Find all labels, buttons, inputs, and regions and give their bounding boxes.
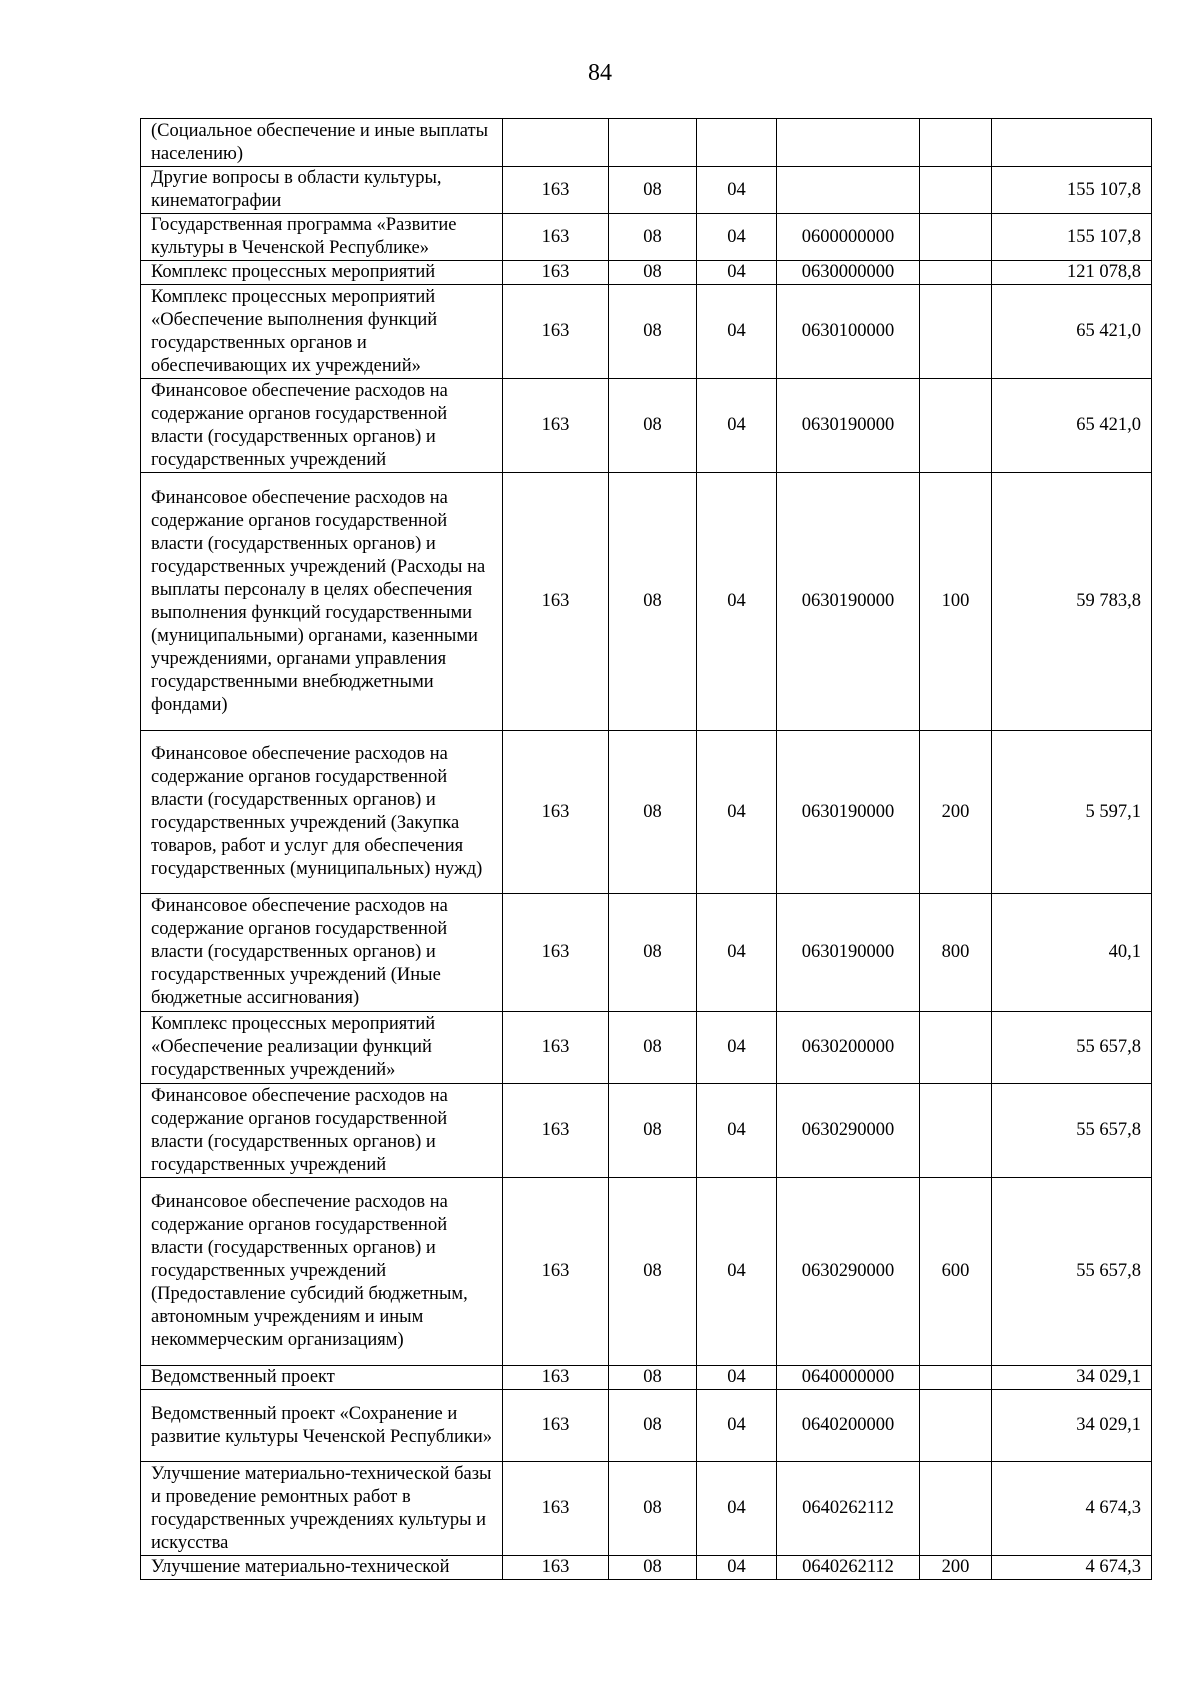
row-amount: 55 657,8 <box>992 1084 1152 1178</box>
row-pr: 04 <box>697 894 777 1012</box>
row-gr: 163 <box>503 1462 609 1556</box>
row-name: Комплекс процессных мероприятий <box>141 261 503 285</box>
row-vr: 100 <box>920 473 992 731</box>
row-amount: 34 029,1 <box>992 1390 1152 1462</box>
row-rz: 08 <box>609 1556 697 1580</box>
row-name: (Социальное обеспечение и иные выплаты населению) <box>141 119 503 167</box>
row-csr: 0630290000 <box>777 1178 920 1366</box>
row-csr: 0640000000 <box>777 1366 920 1390</box>
row-csr: 0600000000 <box>777 214 920 261</box>
row-csr <box>777 119 920 167</box>
row-rz: 08 <box>609 167 697 214</box>
row-gr <box>503 119 609 167</box>
row-gr: 163 <box>503 1012 609 1084</box>
row-vr <box>920 261 992 285</box>
row-pr: 04 <box>697 1012 777 1084</box>
row-csr: 0630290000 <box>777 1084 920 1178</box>
row-name: Финансовое обеспечение расходов на содержание органов государственной власти (государственных органов) и государственных учреждений (Предоставление субсидий бюджетным, автономным учреждениям и иным некоммерческим организациям) <box>141 1178 503 1366</box>
row-pr: 04 <box>697 261 777 285</box>
row-gr: 163 <box>503 261 609 285</box>
row-vr <box>920 379 992 473</box>
row-name: Комплекс процессных мероприятий «Обеспечение реализации функций государственных учреждений» <box>141 1012 503 1084</box>
row-amount: 55 657,8 <box>992 1178 1152 1366</box>
row-csr: 0630190000 <box>777 473 920 731</box>
row-pr: 04 <box>697 1390 777 1462</box>
row-rz: 08 <box>609 473 697 731</box>
row-pr: 04 <box>697 1556 777 1580</box>
row-rz: 08 <box>609 261 697 285</box>
row-csr: 0640262112 <box>777 1556 920 1580</box>
row-amount: 55 657,8 <box>992 1012 1152 1084</box>
table-row <box>141 1390 1152 1462</box>
row-csr: 0630190000 <box>777 379 920 473</box>
row-csr: 0630200000 <box>777 1012 920 1084</box>
table-row <box>141 1012 1152 1084</box>
table-row <box>141 261 1152 285</box>
row-name: Комплекс процессных мероприятий «Обеспечение выполнения функций государственных органов и обеспечивающих их учреждений» <box>141 285 503 379</box>
row-rz: 08 <box>609 1012 697 1084</box>
row-csr <box>777 167 920 214</box>
row-vr <box>920 1084 992 1178</box>
row-name: Государственная программа «Развитие культуры в Чеченской Республике» <box>141 214 503 261</box>
row-gr: 163 <box>503 1556 609 1580</box>
row-pr: 04 <box>697 167 777 214</box>
row-name: Финансовое обеспечение расходов на содержание органов государственной власти (государственных органов) и государственных учреждений (Иные бюджетные ассигнования) <box>141 894 503 1012</box>
row-csr: 0630000000 <box>777 261 920 285</box>
row-rz: 08 <box>609 894 697 1012</box>
row-amount: 40,1 <box>992 894 1152 1012</box>
row-gr: 163 <box>503 1366 609 1390</box>
row-vr <box>920 214 992 261</box>
table-row <box>141 473 1152 731</box>
row-amount: 34 029,1 <box>992 1366 1152 1390</box>
table-row <box>141 167 1152 214</box>
row-rz: 08 <box>609 1390 697 1462</box>
row-vr <box>920 285 992 379</box>
row-vr <box>920 1390 992 1462</box>
row-amount: 65 421,0 <box>992 285 1152 379</box>
table-row <box>141 1178 1152 1366</box>
row-rz: 08 <box>609 1178 697 1366</box>
row-rz: 08 <box>609 379 697 473</box>
row-pr: 04 <box>697 731 777 894</box>
row-csr: 0630100000 <box>777 285 920 379</box>
row-gr: 163 <box>503 473 609 731</box>
row-vr <box>920 1462 992 1556</box>
row-amount: 155 107,8 <box>992 214 1152 261</box>
row-csr: 0640200000 <box>777 1390 920 1462</box>
row-gr: 163 <box>503 894 609 1012</box>
row-gr: 163 <box>503 379 609 473</box>
row-vr <box>920 1012 992 1084</box>
table-row <box>141 894 1152 1012</box>
row-amount: 65 421,0 <box>992 379 1152 473</box>
row-pr: 04 <box>697 285 777 379</box>
table-row <box>141 119 1152 167</box>
row-rz: 08 <box>609 731 697 894</box>
table-row <box>141 1366 1152 1390</box>
row-pr: 04 <box>697 379 777 473</box>
row-amount <box>992 119 1152 167</box>
row-gr: 163 <box>503 214 609 261</box>
table-row <box>141 214 1152 261</box>
table-row <box>141 1084 1152 1178</box>
row-gr: 163 <box>503 1084 609 1178</box>
row-amount: 59 783,8 <box>992 473 1152 731</box>
table-row <box>141 1462 1152 1556</box>
row-gr: 163 <box>503 285 609 379</box>
row-vr <box>920 167 992 214</box>
row-gr: 163 <box>503 1178 609 1366</box>
row-name: Улучшение материально-технической <box>141 1556 503 1580</box>
row-name: Финансовое обеспечение расходов на содержание органов государственной власти (государственных органов) и государственных учреждений <box>141 379 503 473</box>
row-name: Финансовое обеспечение расходов на содержание органов государственной власти (государственных органов) и государственных учреждений (Закупка товаров, работ и услуг для обеспечения государственных (муниципальных) нужд) <box>141 731 503 894</box>
row-pr: 04 <box>697 1462 777 1556</box>
row-name: Другие вопросы в области культуры, кинематографии <box>141 167 503 214</box>
row-vr <box>920 119 992 167</box>
page-number: 84 <box>588 60 612 86</box>
row-name: Ведомственный проект <box>141 1366 503 1390</box>
table-row <box>141 379 1152 473</box>
row-rz: 08 <box>609 1366 697 1390</box>
row-pr: 04 <box>697 1366 777 1390</box>
row-amount: 121 078,8 <box>992 261 1152 285</box>
row-vr: 200 <box>920 1556 992 1580</box>
row-pr: 04 <box>697 214 777 261</box>
row-amount: 4 674,3 <box>992 1462 1152 1556</box>
row-name: Ведомственный проект «Сохранение и развитие культуры Чеченской Республики» <box>141 1390 503 1462</box>
row-vr <box>920 1366 992 1390</box>
row-csr: 0630190000 <box>777 894 920 1012</box>
row-pr: 04 <box>697 1178 777 1366</box>
row-gr: 163 <box>503 1390 609 1462</box>
budget-table <box>140 118 1152 1580</box>
row-gr: 163 <box>503 731 609 894</box>
table-row <box>141 285 1152 379</box>
row-amount: 4 674,3 <box>992 1556 1152 1580</box>
row-vr: 200 <box>920 731 992 894</box>
row-name: Улучшение материально-технической базы и проведение ремонтных работ в государственных учреждениях культуры и искусства <box>141 1462 503 1556</box>
row-rz: 08 <box>609 214 697 261</box>
row-amount: 5 597,1 <box>992 731 1152 894</box>
row-vr: 600 <box>920 1178 992 1366</box>
row-pr: 04 <box>697 473 777 731</box>
row-csr: 0640262112 <box>777 1462 920 1556</box>
table-row <box>141 1556 1152 1580</box>
row-name: Финансовое обеспечение расходов на содержание органов государственной власти (государственных органов) и государственных учреждений (Расходы на выплаты персоналу в целях обеспечения выполнения функций государственными (муниципальными) органами, казенными учреждениями, органами управления государственными внебюджетными фондами) <box>141 473 503 731</box>
row-pr: 04 <box>697 1084 777 1178</box>
row-rz <box>609 119 697 167</box>
row-pr <box>697 119 777 167</box>
row-rz: 08 <box>609 1084 697 1178</box>
table-row <box>141 731 1152 894</box>
row-vr: 800 <box>920 894 992 1012</box>
row-rz: 08 <box>609 1462 697 1556</box>
row-gr: 163 <box>503 167 609 214</box>
row-rz: 08 <box>609 285 697 379</box>
row-csr: 0630190000 <box>777 731 920 894</box>
row-amount: 155 107,8 <box>992 167 1152 214</box>
row-name: Финансовое обеспечение расходов на содержание органов государственной власти (государственных органов) и государственных учреждений <box>141 1084 503 1178</box>
